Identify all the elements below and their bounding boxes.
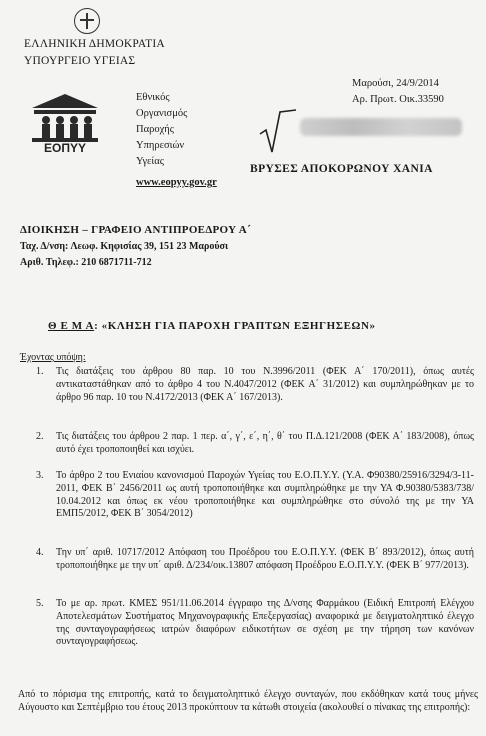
website-link[interactable]: www.eopyy.gov.gr [136, 177, 217, 188]
list-item [28, 547, 474, 589]
org-line-3: Παροχής [136, 124, 174, 135]
eopyy-logo-icon [28, 92, 102, 142]
list-item [28, 470, 474, 538]
list-item-text: Τις διατάξεις του άρθρου 80 παρ. 10 του Ν.3996/2011 (ΦΕΚ Α΄ 170/2011), όπως αυτές αντικαταστάθηκαν από το άρθρο 4 του Ν.4047/2012 (ΦΕΚ Α΄ 31/2012) και συμπληρώθηκαν με το άρθρο 96 παρ. 10 του Ν.4172/2013 (ΦΕΚ Α΄ 167/2013). [56, 366, 474, 403]
org-line-4: Υπηρεσιών [136, 140, 185, 151]
list-item-number: 1. [36, 366, 44, 377]
ministry-heading: ΥΠΟΥΡΓΕΙΟ ΥΓΕΙΑΣ [24, 55, 136, 67]
list-item-text: Το με αρ. πρωτ. ΚΜΕΣ 951/11.06.2014 έγγραφο της Δ/νσης Φαρμάκου (Ειδική Επιτροπή Ελέγχου Αποτελεσμάτων Συστήματος Μηχανογραφικής Επεξεργασίας) αναφορικά με δειγματοληπτικό έλεγχο της συνταγογραφήσεως ιατρών διαφόρων ειδικοτήτων σε σχέση με την τήρηση των κανόνων συνταγογραφήσεως. [56, 598, 474, 648]
place-date: Μαρούσι, 24/9/2014 [352, 78, 439, 89]
org-line-5: Υγείας [136, 156, 164, 167]
admin-phone: Αριθ. Τηλεφ.: 210 6871711-712 [20, 257, 152, 268]
list-item [28, 366, 474, 422]
admin-title: ΔΙΟΙΚΗΣΗ – ΓΡΑΦΕΙΟ ΑΝΤΙΠΡΟΕΔΡΟΥ Α΄ [20, 224, 252, 236]
list-item-text: Την υπ΄ αριθ. 10717/2012 Απόφαση του Προέδρου του Ε.Ο.Π.Υ.Υ. (ΦΕΚ Β΄ 893/2012), όπως αυτή τροποποιήθηκε με την υπ΄ αριθ. Δ/234/οικ.13807 απόφαση Προέδρου Ε.Ο.Π.Υ.Υ. (ΦΕΚ Β΄ 977/2013). [56, 547, 474, 571]
protocol-number: Αρ. Πρωτ. Οικ.33590 [352, 94, 444, 105]
list-item-number: 3. [36, 470, 44, 481]
list-item-number: 5. [36, 598, 44, 609]
list-item-text: Τις διατάξεις του άρθρου 2 παρ. 1 περ. α΄, γ΄, ε΄, η΄, θ΄ του Π.Δ.121/2008 (ΦΕΚ Α΄ 183/2008), όπως αυτό έχει τροποποιηθεί και ισχύει. [56, 431, 474, 455]
list-item-number: 4. [36, 547, 44, 558]
subject-label: Θ Ε Μ Α [48, 320, 95, 332]
subject-line [48, 320, 376, 332]
org-line-1: Εθνικός [136, 92, 170, 103]
considering-heading: Έχοντας υπόψη: [20, 352, 86, 363]
list-item-text: Το άρθρο 2 του Ενιαίου κανονισμού Παροχών Υγείας του Ε.Ο.Π.Υ.Υ. (Υ.Α. Φ90380/25916/3294/3-11-2011, ΦΕΚ Β΄ 2456/2011 ως αυτή τροποποιήθηκε και συμπληρώθηκε με την ΥΑ Φ.90380/5383/738/ 10.04.2012 και όπως εκ νέου τροποποιήθηκε και συμπληρώθηκε στο σύνολό της με την ΥΑ ΕΜΠ5/2012, ΦΕΚ Β΄ 3054/2012) [56, 470, 474, 520]
greek-emblem-icon [74, 8, 100, 34]
org-line-2: Οργανισμός [136, 108, 188, 119]
subject-text: : «ΚΛΗΣΗ ΓΙΑ ΠΑΡΟΧΗ ΓΡΑΠΤΩΝ ΕΞΗΓΗΣΕΩΝ» [94, 320, 376, 332]
closing-paragraph: Από το πόρισμα της επιτροπής, κατά το δειγματοληπτικό έλεγχο συνταγών, που εκδόθηκαν κατά τους μήνες Αύγουστο και Σεπτέμβριο του έτους 2013 προκύπτουν τα κάτωθι στοιχεία (ακολουθεί ο πίνακας της επιτροπής): [18, 689, 478, 713]
redacted-recipient-name [300, 118, 462, 136]
list-item-number: 2. [36, 431, 44, 442]
recipient-address: ΒΡΥΣΕΣ ΑΠΟΚΟΡΩΝΟΥ ΧΑΝΙΑ [250, 163, 433, 175]
list-item [28, 431, 474, 461]
admin-address: Ταχ. Δ/νση: Λεωφ. Κηφισίας 39, 151 23 Μαρούσι [20, 241, 229, 252]
logo-text: ΕΟΠΥΥ [43, 141, 86, 155]
handwritten-mark-icon [258, 108, 298, 156]
republic-heading: ΕΛΛΗΝΙΚΗ ΔΗΜΟΚΡΑΤΙΑ [24, 38, 165, 50]
list-item [28, 598, 474, 654]
